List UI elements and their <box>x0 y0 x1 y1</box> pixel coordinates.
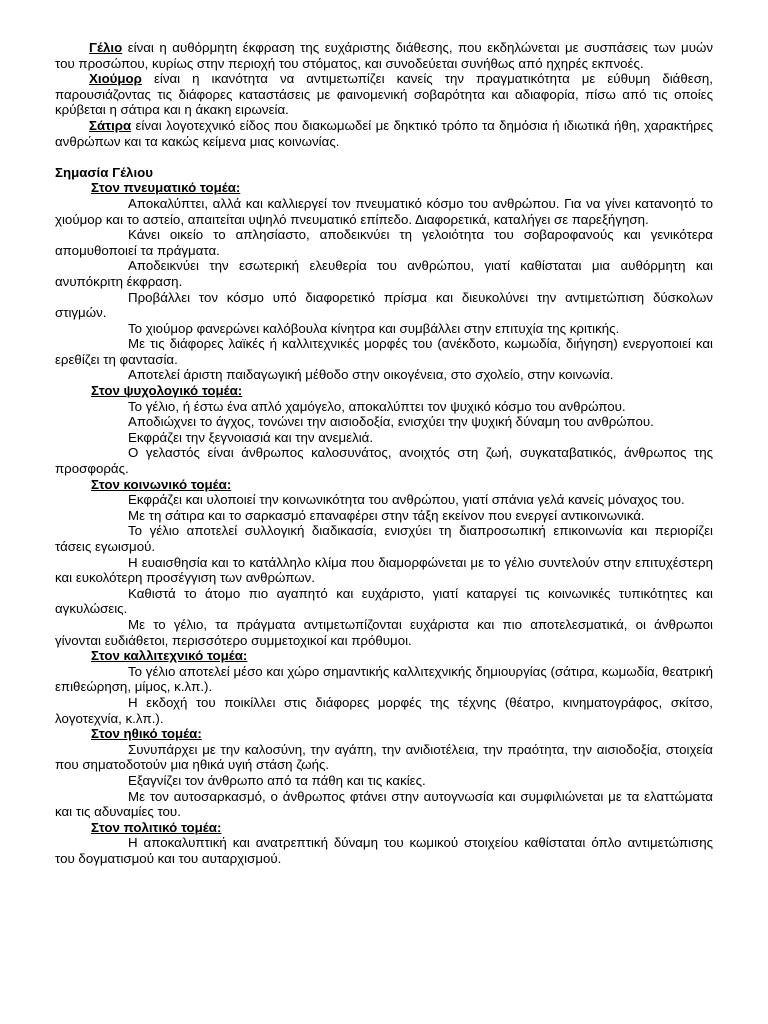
term-gelio: Γέλιο <box>89 40 123 55</box>
spacer <box>55 149 713 165</box>
paragraph: Με το γέλιο, τα πράγματα αντιμετωπίζονται ευχάριστα και πιο αποτελεσματικά, οι άνθρωποι γίνονται ευδιάθετοι, περισσότερο συμμετοχικοί και πρόθυμοι. <box>55 616 713 648</box>
subheading-ethical: Στον ηθικό τομέα: <box>91 726 202 742</box>
subheading-political: Στον πολιτικό τομέα: <box>91 819 222 835</box>
definition-satire <box>55 118 713 149</box>
subheading-artistic: Στον καλλιτεχνικό τομέα: <box>91 648 248 664</box>
paragraph: Εξαγνίζει τον άνθρωπο από τα πάθη και τις κακίες. <box>128 772 426 788</box>
definition-text: είναι η αυθόρμητη έκφραση της ευχάριστης διάθεσης, που εκδηλώνεται με συσπάσεις των μυών του προσώπου, κυρίως στην περιοχή του στόματος, και συνοδεύεται συνήθως από ηχηρές εκπνοές. <box>55 40 713 71</box>
section-title: Σημασία Γέλιου <box>55 164 154 180</box>
subheading-psychological: Στον ψυχολογικό τομέα: <box>91 383 243 399</box>
paragraph: Κάνει οικείο το απλησίαστο, αποδεικνύει τη γελοιότητα του σοβαροφανούς και γενικότερα απομυθοποιεί τα πράγματα. <box>55 227 713 258</box>
paragraph: Καθιστά το άτομο πιο αγαπητό και ευχάριστο, γιατί καταργεί τις κοινωνικές τυπικότητες και αγκυλώσεις. <box>55 585 713 617</box>
subheading-spiritual: Στον πνευματικό τομέα: <box>91 180 241 196</box>
paragraph: Ο γελαστός είναι άνθρωπος καλοσυνάτος, ανοιχτός στη ζωή, συγκαταβατικός, άνθρωπος της προσφοράς. <box>55 445 713 477</box>
paragraph: Η εκδοχή του ποικίλλει στις διάφορες μορφές της τέχνης (θέατρο, κινηματογράφος, σκίτσο, λογοτεχνία, κ.λπ.). <box>55 694 713 726</box>
paragraph: Το γέλιο, ή έστω ένα απλό χαμόγελο, αποκαλύπτει τον ψυχικό κόσμο του ανθρώπου. <box>128 398 626 414</box>
term-humor: Χιούμορ <box>89 71 142 87</box>
document-page <box>55 40 713 866</box>
paragraph: Το γέλιο αποτελεί συλλογική διαδικασία, ενισχύει τη διαπροσωπική επικοινωνία και περιορίζει τάσεις εγωισμού. <box>55 523 713 554</box>
definition-text: είναι η ικανότητα να αντιμετωπίζει κανείς την πραγματικότητα με εύθυμη διάθεση, παρουσιάζοντας τις διάφορες καταστάσεις με φαινομενική σοβαρότητα και αδιαφορία, πίσω από τις οποίες κρύβεται η σάτιρα και η άκακη ειρωνεία. <box>55 71 713 118</box>
definition-gelio <box>55 40 713 71</box>
paragraph: Η ευαισθησία και το κατάλληλο κλίμα που διαμορφώνεται με το γέλιο συντελούν στην επιτυχέστερη και ευκολότερη προσέγγιση των ανθρώπων. <box>55 554 713 586</box>
definition-text: είναι λογοτεχνικό είδος που διακωμωδεί με δηκτικό τρόπο τα δημόσια ή ιδιωτικά ήθη, χαρακτήρες ανθρώπων και τα κακώς κείμενα μιας κοινωνίας. <box>55 117 713 149</box>
paragraph: Συνυπάρχει με την καλοσύνη, την αγάπη, την ανιδιοτέλεια, την πραότητα, την αισιοδοξία, στοιχεία που σηματοδοτούν μια ηθικά υγιή στάση ζωής. <box>55 741 713 773</box>
paragraph: Αποτελεί άριστη παιδαγωγική μέθοδο στην οικογένεια, στο σχολείο, στην κοινωνία. <box>128 367 614 383</box>
paragraph: Αποδεικνύει την εσωτερική ελευθερία του ανθρώπου, γιατί καθίσταται μια αυθόρμητη και ανυπόκριτη έκφραση. <box>55 258 713 289</box>
paragraph: Προβάλλει τον κόσμο υπό διαφορετικό πρίσμα και διευκολύνει την αντιμετώπιση δύσκολων στιγμών. <box>55 289 713 321</box>
paragraph: Το γέλιο αποτελεί μέσο και χώρο σημαντικής καλλιτεχνικής δημιουργίας (σάτιρα, κωμωδία, θεατρική επιθεώρηση, μίμος, κ.λπ.). <box>55 663 713 695</box>
paragraph: Εκφράζει την ξεγνοιασιά και την ανεμελιά. <box>128 429 374 445</box>
paragraph: Αποκαλύπτει, αλλά και καλλιεργεί τον πνευματικό κόσμο του ανθρώπου. Για να γίνει κατανοητό το χιούμορ και το αστείο, απαιτείται υψηλό πνευματικό επίπεδο. Διαφορετικά, καταλήγει σε παρεξήγηση. <box>55 195 713 227</box>
term-satire: Σάτιρα <box>89 117 132 133</box>
paragraph: Εκφράζει και υλοποιεί την κοινωνικότητα του ανθρώπου, γιατί σπάνια γελά κανείς μόναχος του. <box>128 492 685 508</box>
paragraph: Αποδιώχνει το άγχος, τονώνει την αισιοδοξία, ενισχύει την ψυχική δύναμη του ανθρώπου. <box>128 414 654 430</box>
paragraph: Με τον αυτοσαρκασμό, ο άνθρωπος φτάνει στην αυτογνωσία και συμφιλιώνεται με τα ελαττώματα και τις αδυναμίες του. <box>55 788 713 820</box>
paragraph: Το χιούμορ φανερώνει καλόβουλα κίνητρα και συμβάλλει στην επιτυχία της κριτικής. <box>128 320 620 336</box>
subheading-social: Στον κοινωνικό τομέα: <box>91 476 232 492</box>
paragraph: Με τη σάτιρα και το σαρκασμό επαναφέρει στην τάξη εκείνον που ενεργεί αντικοινωνικά. <box>128 507 645 523</box>
definition-humor <box>55 71 713 118</box>
paragraph: Η αποκαλυπτική και ανατρεπτική δύναμη του κωμικού στοιχείου καθίσταται όπλο αντιμετώπισης του δογματισμού και του αυταρχισμού. <box>55 835 713 866</box>
paragraph: Με τις διάφορες λαϊκές ή καλλιτεχνικές μορφές του (ανέκδοτο, κωμωδία, διήγηση) ενεργοποιεί και ερεθίζει τη φαντασία. <box>55 336 713 367</box>
